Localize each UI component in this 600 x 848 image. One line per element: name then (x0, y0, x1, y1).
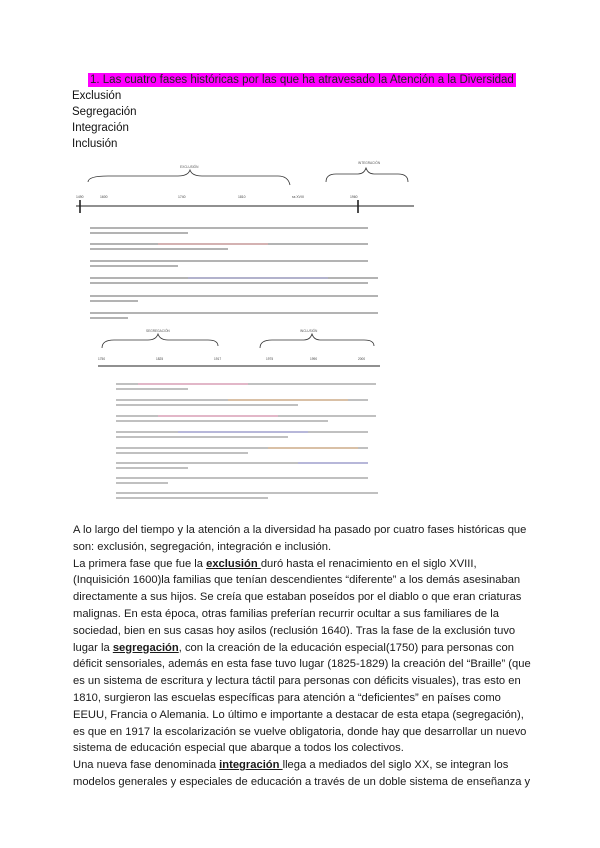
text-run: duró hasta el renacimiento en el siglo XVIII,(Inquisición 1600)la familias que tenían descendientes “diferente” a los demás asesinaban directamente a sus hijos. Se creía que estaban poseídos por el diablo o que eran criaturas malignas. En esta época, otras familias preferían recurrir ocultar a sus familiares de la sociedad, bien en sus casas hoy asilos (reclusión 1640). Tras la fase de la exclusión tuvo lugar la (73, 557, 522, 654)
svg-text:1490: 1490 (76, 195, 84, 199)
svg-text:SEGREGACIÓN: SEGREGACIÓN (146, 329, 170, 333)
phase-item: Segregación (72, 106, 137, 118)
phase-item: Exclusión (72, 90, 122, 102)
text-run: , con la creación de la educación especial(1750) para personas con déficit sensoriales, además en esta fase tuvo lugar (1825-1829) la creación del “Braille” (que es un sistema de escritura y lectura táctil para personas con déficits visuales), tras esto en 1810, surgieron las escuelas específicas para atención a “deficientes” en países como EEUU, Francia o Alemania. Lo último e importante a destacar de esta etapa (segregación), es que en 1917 la escolarización se vuelve obligatoria, donde hay que desarrollar un nuevo sistema de educación especial que abarque a todos los colectivos. (73, 641, 531, 755)
svg-text:ss XVIII: ss XVIII (292, 195, 304, 199)
svg-text:1975: 1975 (266, 357, 274, 361)
svg-text:EXCLUSIÓN: EXCLUSIÓN (180, 165, 199, 169)
keyword-segregacion: segregación (112, 641, 179, 654)
text-run: La primera fase que fue la (73, 557, 207, 570)
timeline-figure (68, 160, 418, 505)
svg-text:1990: 1990 (310, 357, 318, 361)
intro-paragraph: A lo largo del tiempo y la atención a la diversidad ha pasado por cuatro fases históricas que son: exclusión, segregación, integración e inclusión. (73, 524, 527, 553)
keyword-integracion: integración (219, 759, 283, 772)
svg-text:1917: 1917 (214, 357, 222, 361)
svg-text:2000: 2000 (358, 357, 366, 361)
svg-text:1740: 1740 (178, 195, 186, 199)
paragraph-exclusion (73, 556, 533, 758)
phase-list (72, 88, 137, 152)
keyword-exclusion: exclusión (206, 557, 261, 570)
body-text (73, 522, 533, 791)
paragraph-integracion (73, 757, 533, 791)
svg-text:1960: 1960 (350, 195, 358, 199)
svg-text:1750: 1750 (98, 357, 106, 361)
svg-text:INTEGRACIÓN: INTEGRACIÓN (358, 161, 381, 165)
phase-item: Inclusión (72, 138, 118, 150)
text-run: Una nueva fase denominada (73, 759, 220, 772)
section-heading: 1. Las cuatro fases históricas por las que ha atravesado la Atención a la Diversidad (90, 74, 514, 86)
phase-item: Integración (72, 122, 129, 134)
svg-text:1600: 1600 (100, 195, 108, 199)
text-run: llega a mediados del siglo XX, se integran los modelos generales y especiales de educación a través de un doble sistema de enseñanza y (73, 759, 531, 788)
svg-text:INCLUSIÓN: INCLUSIÓN (300, 329, 318, 333)
svg-text:1810: 1810 (238, 195, 246, 199)
svg-text:1825: 1825 (156, 357, 164, 361)
